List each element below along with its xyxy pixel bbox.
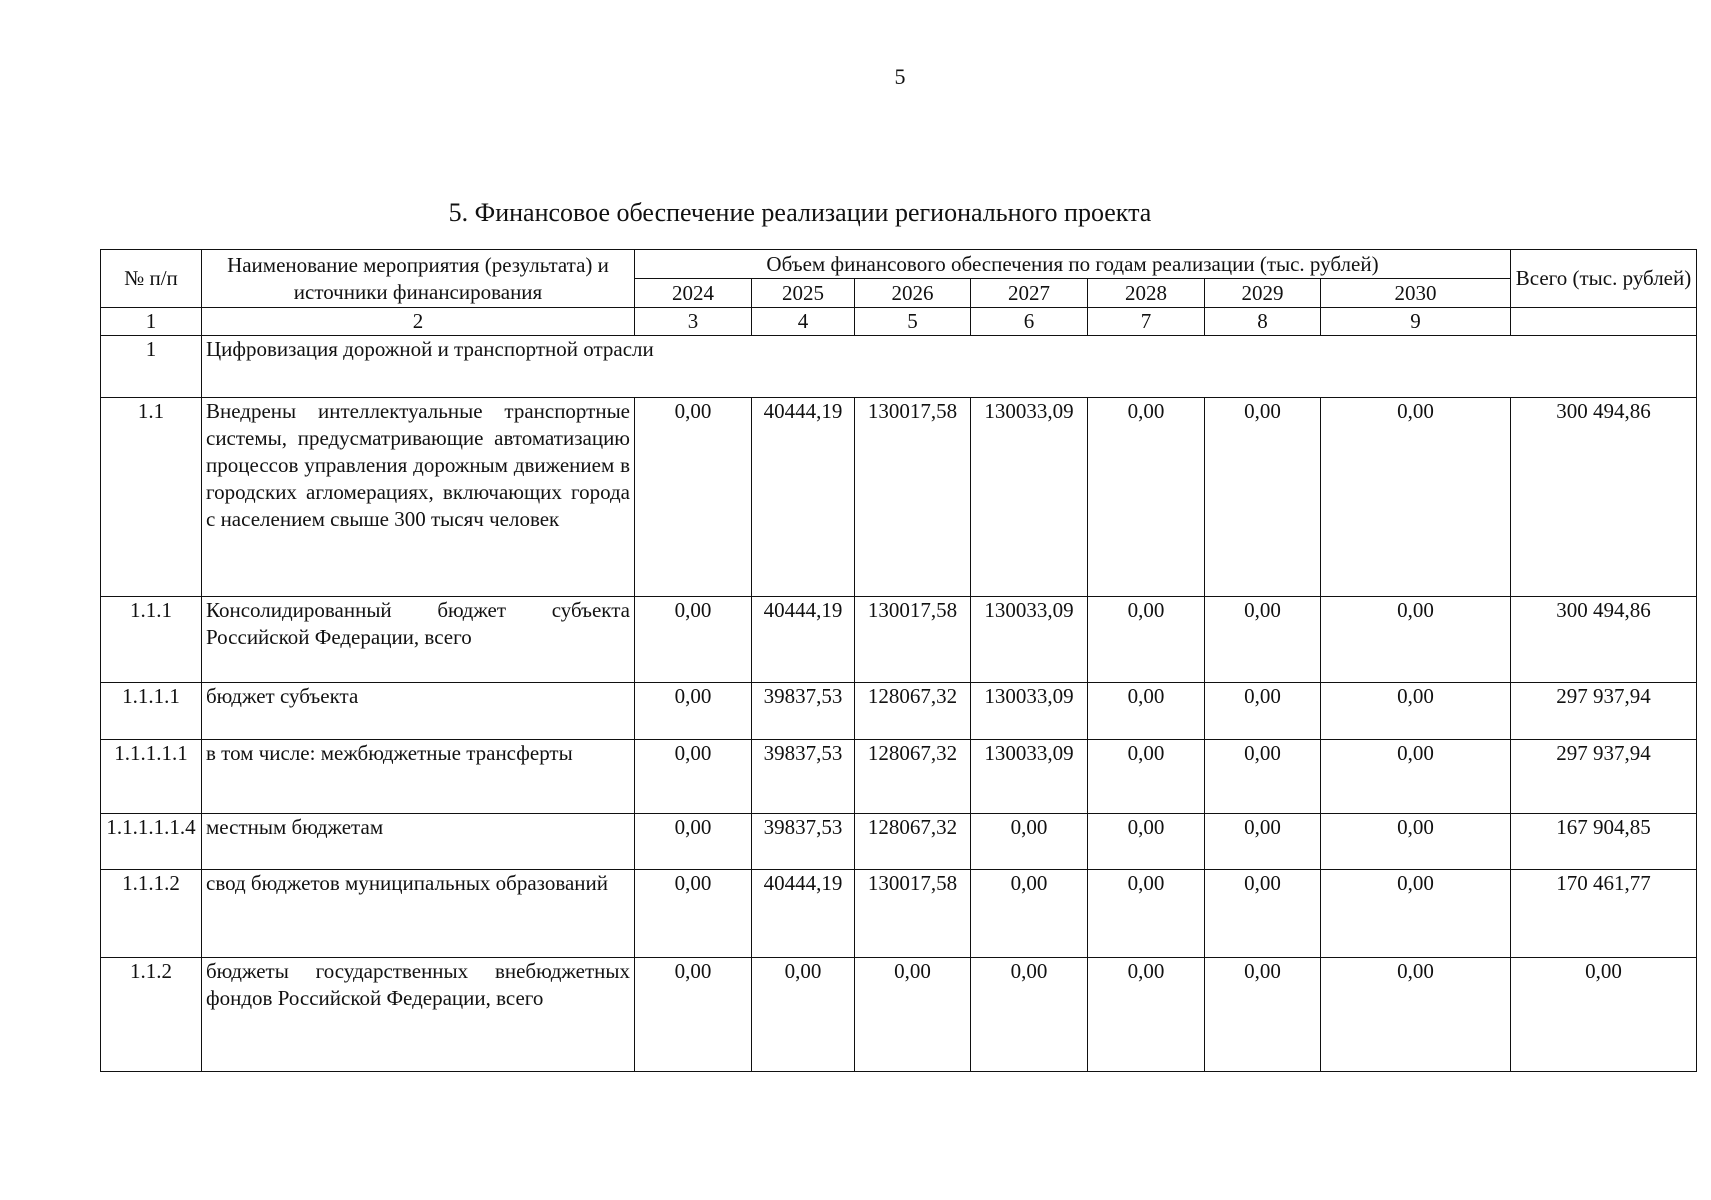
- row-value-2027: 130033,09: [971, 683, 1088, 740]
- column-number: 2: [202, 308, 635, 336]
- row-value-2030: 0,00: [1321, 814, 1511, 870]
- row-value-2024: 0,00: [635, 398, 752, 597]
- row-value-2029: 0,00: [1205, 814, 1321, 870]
- header-year: 2025: [752, 279, 855, 308]
- column-number: 4: [752, 308, 855, 336]
- row-name: местным бюджетам: [202, 814, 635, 870]
- section-code: 1: [101, 336, 202, 398]
- row-code: 1.1.1.1: [101, 683, 202, 740]
- column-number: 3: [635, 308, 752, 336]
- header-year: 2027: [971, 279, 1088, 308]
- column-number: 1: [101, 308, 202, 336]
- row-value-2025: 40444,19: [752, 597, 855, 683]
- header-year: 2026: [855, 279, 971, 308]
- row-value-2028: 0,00: [1088, 958, 1205, 1072]
- row-total: 300 494,86: [1511, 597, 1697, 683]
- column-number: 6: [971, 308, 1088, 336]
- row-total: 297 937,94: [1511, 683, 1697, 740]
- row-value-2029: 0,00: [1205, 597, 1321, 683]
- row-value-2028: 0,00: [1088, 814, 1205, 870]
- row-code: 1.1: [101, 398, 202, 597]
- section-row: [101, 336, 1697, 398]
- table-row: [101, 958, 1697, 1072]
- row-value-2028: 0,00: [1088, 683, 1205, 740]
- section-title: 5. Финансовое обеспечение реализации регионального проекта: [448, 198, 1152, 227]
- row-value-2025: 39837,53: [752, 740, 855, 814]
- row-value-2025: 0,00: [752, 958, 855, 1072]
- row-code: 1.1.2: [101, 958, 202, 1072]
- row-value-2024: 0,00: [635, 740, 752, 814]
- row-value-2024: 0,00: [635, 597, 752, 683]
- row-value-2026: 130017,58: [855, 870, 971, 958]
- header-name: Наименование мероприятия (результата) и источники финансирования: [202, 250, 635, 308]
- row-value-2027: 130033,09: [971, 597, 1088, 683]
- table-row: [101, 870, 1697, 958]
- financing-table: [100, 249, 1697, 1072]
- row-value-2024: 0,00: [635, 814, 752, 870]
- row-code: 1.1.1.1.1.4: [101, 814, 202, 870]
- row-value-2026: 128067,32: [855, 814, 971, 870]
- row-value-2026: 0,00: [855, 958, 971, 1072]
- section-name: Цифровизация дорожной и транспортной отрасли: [202, 336, 1697, 398]
- table-row: [101, 814, 1697, 870]
- header-year: 2029: [1205, 279, 1321, 308]
- table-row: [101, 740, 1697, 814]
- row-value-2028: 0,00: [1088, 740, 1205, 814]
- row-value-2025: 40444,19: [752, 398, 855, 597]
- row-total: 300 494,86: [1511, 398, 1697, 597]
- column-number: 7: [1088, 308, 1205, 336]
- row-value-2030: 0,00: [1321, 683, 1511, 740]
- row-value-2027: 0,00: [971, 958, 1088, 1072]
- row-total: 170 461,77: [1511, 870, 1697, 958]
- row-value-2024: 0,00: [635, 958, 752, 1072]
- row-value-2030: 0,00: [1321, 740, 1511, 814]
- row-code: 1.1.1: [101, 597, 202, 683]
- header-year: 2030: [1321, 279, 1511, 308]
- row-value-2029: 0,00: [1205, 870, 1321, 958]
- row-name: свод бюджетов муниципальных образований: [202, 870, 635, 958]
- header-total: Всего (тыс. рублей): [1511, 250, 1697, 308]
- header-no: № п/п: [101, 250, 202, 308]
- column-number: [1511, 308, 1697, 336]
- row-value-2026: 128067,32: [855, 683, 971, 740]
- row-value-2026: 130017,58: [855, 398, 971, 597]
- row-value-2029: 0,00: [1205, 398, 1321, 597]
- row-value-2025: 39837,53: [752, 683, 855, 740]
- row-value-2026: 128067,32: [855, 740, 971, 814]
- row-value-2027: 130033,09: [971, 398, 1088, 597]
- row-value-2029: 0,00: [1205, 683, 1321, 740]
- row-value-2024: 0,00: [635, 870, 752, 958]
- row-name: бюджет субъекта: [202, 683, 635, 740]
- row-name: Внедрены интеллектуальные транспортные системы, предусматривающие автоматизацию процессов управления дорожным движением в городских агломерациях, включающих города с населением свыше 300 тысяч человек: [202, 398, 635, 597]
- row-total: 167 904,85: [1511, 814, 1697, 870]
- row-value-2025: 40444,19: [752, 870, 855, 958]
- row-value-2028: 0,00: [1088, 597, 1205, 683]
- header-year: 2024: [635, 279, 752, 308]
- row-value-2028: 0,00: [1088, 398, 1205, 597]
- row-name: бюджеты государственных внебюджетных фондов Российской Федерации, всего: [202, 958, 635, 1072]
- table-row: [101, 683, 1697, 740]
- row-value-2026: 130017,58: [855, 597, 971, 683]
- table-row: [101, 398, 1697, 597]
- header-row-top: [101, 250, 1697, 279]
- header-year: 2028: [1088, 279, 1205, 308]
- row-value-2027: 130033,09: [971, 740, 1088, 814]
- column-number: 8: [1205, 308, 1321, 336]
- row-value-2029: 0,00: [1205, 958, 1321, 1072]
- row-total: 0,00: [1511, 958, 1697, 1072]
- row-value-2030: 0,00: [1321, 958, 1511, 1072]
- table-row: [101, 597, 1697, 683]
- row-value-2030: 0,00: [1321, 398, 1511, 597]
- row-value-2029: 0,00: [1205, 740, 1321, 814]
- row-value-2027: 0,00: [971, 870, 1088, 958]
- row-code: 1.1.1.2: [101, 870, 202, 958]
- row-name: Консолидированный бюджет субъекта Российской Федерации, всего: [202, 597, 635, 683]
- row-value-2024: 0,00: [635, 683, 752, 740]
- row-total: 297 937,94: [1511, 740, 1697, 814]
- row-value-2030: 0,00: [1321, 597, 1511, 683]
- header-volume: Объем финансового обеспечения по годам реализации (тыс. рублей): [635, 250, 1511, 279]
- row-code: 1.1.1.1.1: [101, 740, 202, 814]
- row-value-2025: 39837,53: [752, 814, 855, 870]
- row-value-2028: 0,00: [1088, 870, 1205, 958]
- column-number: 5: [855, 308, 971, 336]
- column-number: 9: [1321, 308, 1511, 336]
- column-number-row: [101, 308, 1697, 336]
- row-value-2027: 0,00: [971, 814, 1088, 870]
- row-value-2030: 0,00: [1321, 870, 1511, 958]
- page-number: 5: [894, 64, 906, 89]
- row-name: в том числе: межбюджетные трансферты: [202, 740, 635, 814]
